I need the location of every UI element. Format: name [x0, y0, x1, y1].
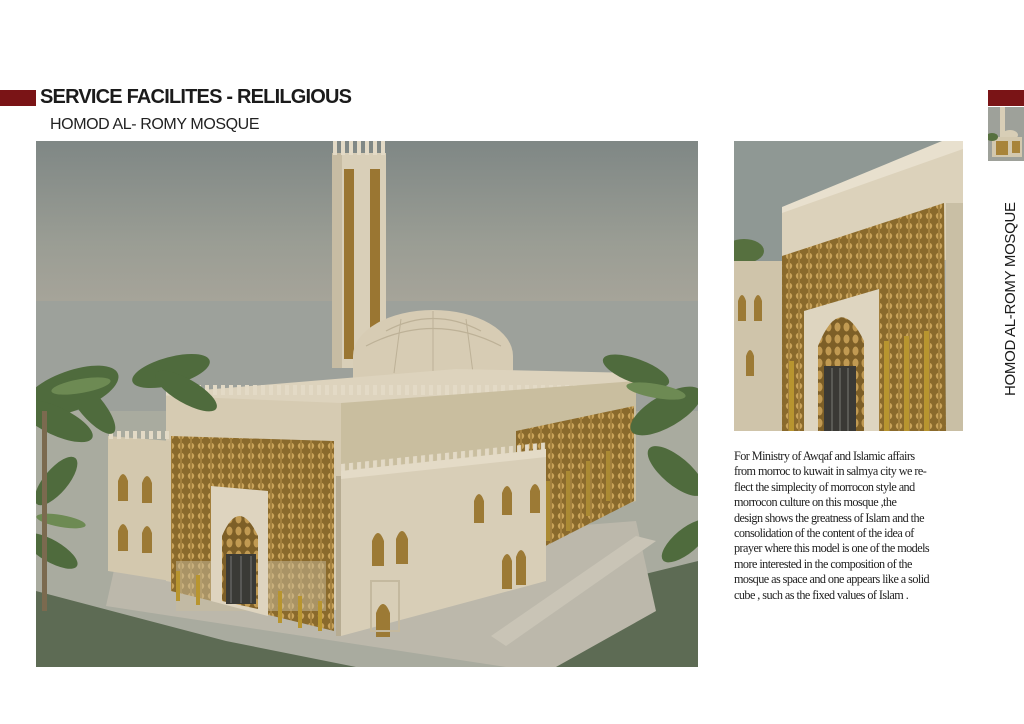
description-line: flect the simplecity of morrocon style and [734, 479, 915, 494]
description-line: cube , such as the fixed values of Islam . [734, 587, 909, 602]
page-title: SERVICE FACILITES - RELILGIOUS [40, 86, 352, 108]
description-line: For Ministry of Awqaf and Islamic affairs [734, 449, 915, 463]
mosque-main-render [36, 141, 698, 667]
mosque-thumbnail [988, 107, 1024, 161]
project-description [734, 449, 966, 603]
accent-bar-left [0, 90, 36, 106]
description-line: design shows the greatness of Islam and the [734, 510, 924, 525]
description-line: from morroc to kuwait in salmya city we re- [734, 464, 927, 479]
mosque-entrance-render [734, 141, 963, 431]
description-line: prayer where this model is one of the models [734, 541, 930, 556]
side-tab-label: HOMOD AL-ROMY MOSQUE [1002, 202, 1019, 396]
description-line: mosque as space and one appears like a solid [734, 572, 930, 587]
description-line: more interested in the composition of the [734, 556, 912, 571]
accent-bar-right [988, 90, 1024, 106]
page-subtitle: HOMOD AL- ROMY MOSQUE [50, 116, 260, 133]
description-line: morrocon culture on this mosque ,the [734, 495, 897, 510]
description-line: consolidation of the content of the idea of [734, 526, 914, 541]
